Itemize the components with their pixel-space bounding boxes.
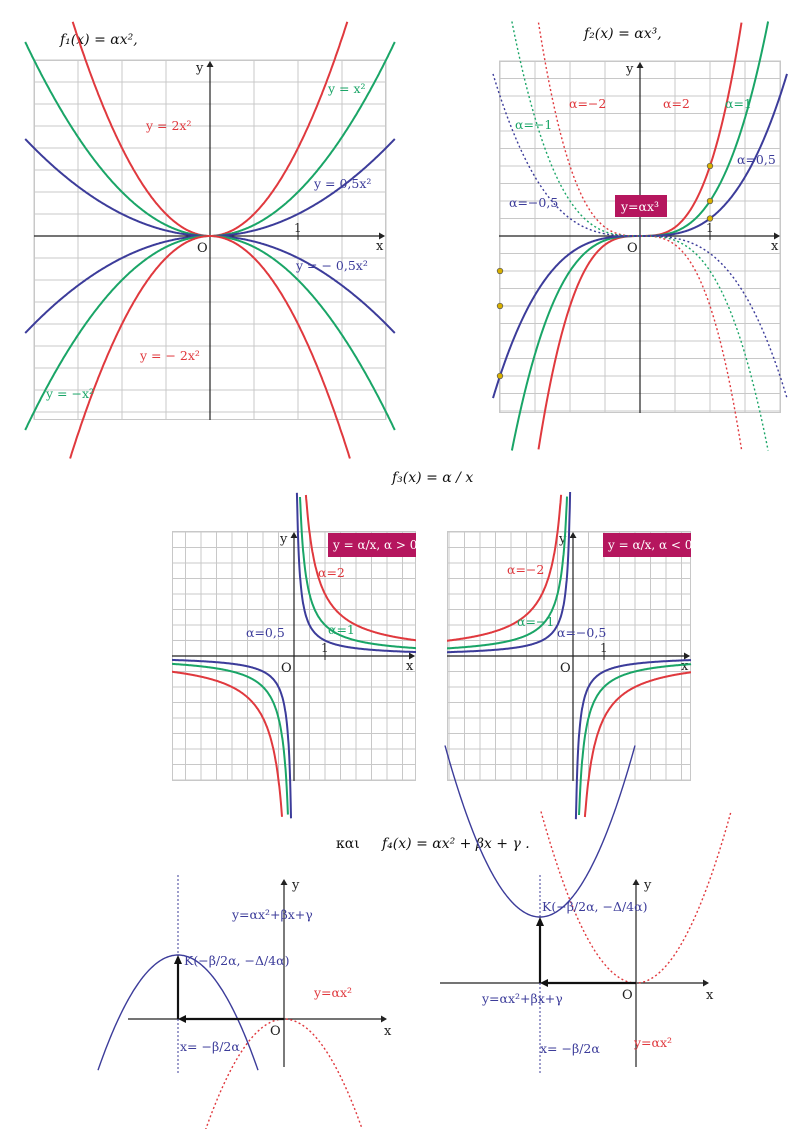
arrow-head	[703, 980, 709, 987]
series-label: α=−2	[507, 562, 545, 577]
vertex-label: K(−β/2α, −Δ/4α)	[542, 899, 648, 914]
curve-red	[172, 672, 282, 817]
reciprocal-positive-axes	[172, 532, 418, 781]
formula-badge-text: y=αx³	[621, 199, 660, 214]
x-axis-label: x	[681, 659, 689, 674]
origin-label: O	[281, 661, 292, 676]
y-axis-label: y	[644, 878, 652, 893]
series-label: y = x²	[328, 81, 366, 96]
formula-f3: f₃(x) = α / x	[392, 470, 474, 486]
formula-f4: f₄(x) = αx² + βx + γ .	[382, 836, 530, 852]
arrow-head	[536, 917, 544, 926]
arrow-head	[381, 1016, 387, 1023]
x-tick-label: 1	[321, 641, 329, 655]
reciprocal-negative-labels	[507, 533, 692, 640]
y-axis-label: y	[280, 532, 288, 547]
series-label: y = − 2x²	[140, 348, 200, 363]
curve-label: y=αx²+βx+γ	[482, 991, 563, 1006]
series-label: α=2	[663, 96, 690, 111]
x-axis-label: x	[771, 239, 779, 254]
cubic-labels	[509, 96, 776, 217]
series-label: α=−1	[517, 614, 555, 629]
series-label: α=−0,5	[509, 195, 559, 210]
origin-label: O	[270, 1024, 281, 1039]
series-label: α=0,5	[737, 152, 776, 167]
x-axis-label: x	[406, 659, 414, 674]
arrow-head	[570, 532, 577, 538]
quadratic-labels	[45, 81, 371, 401]
base-curve-label: y=αx²	[314, 985, 353, 1000]
arrow-head	[281, 879, 288, 885]
data-point	[707, 216, 713, 222]
series-label: y = 0,5x²	[314, 176, 372, 191]
x-axis-label: x	[384, 1024, 392, 1039]
series-label: α=1	[725, 96, 752, 111]
arrow-head	[174, 955, 182, 964]
x-tick-label: 1	[706, 221, 714, 235]
cubic-chart	[499, 61, 781, 413]
series-label: α=−0,5	[557, 625, 607, 640]
origin-label: O	[622, 988, 633, 1003]
y-axis-label: y	[196, 61, 204, 76]
origin-label: O	[560, 661, 571, 676]
curve-label: y=αx²+βx+γ	[232, 907, 313, 922]
vertex-label: K(−β/2α, −Δ/4α)	[184, 953, 290, 968]
x-tick-label: 1	[600, 641, 608, 655]
reciprocal-negative-axes	[447, 532, 693, 781]
formula-f1: f₁(x) = αx²,	[60, 32, 138, 48]
x-axis-label: x	[706, 988, 714, 1003]
series-label: y = − 0,5x²	[296, 258, 368, 273]
series-label: α=1	[328, 622, 355, 637]
arrow-head	[540, 979, 548, 987]
curve-blue	[576, 660, 691, 819]
axis-of-symmetry-label: x= −β/2α	[540, 1041, 600, 1056]
series-label: α=−1	[515, 117, 553, 132]
formula-f2: f₂(x) = αx³,	[584, 26, 662, 42]
series-label: y = 2x²	[146, 118, 192, 133]
general-up-curves	[98, 875, 364, 1129]
y-axis-label: y	[559, 532, 567, 547]
data-point	[707, 198, 713, 204]
origin-label: O	[627, 241, 638, 256]
general-down-labels	[481, 899, 672, 1056]
formula-badge-text: y = α/x, α < 0	[608, 538, 693, 552]
reciprocal-positive-labels	[246, 533, 417, 640]
formula-f4-prefix: και	[336, 836, 360, 852]
general-quadratic-down-chart	[440, 875, 720, 1075]
arrow-head	[178, 1015, 186, 1023]
data-point	[707, 163, 713, 169]
general-quadratic-up-chart	[128, 875, 398, 1075]
y-axis-label: y	[292, 878, 300, 893]
quadratic-axes	[34, 61, 385, 420]
arrow-head	[633, 879, 640, 885]
y-axis-label: y	[626, 62, 634, 77]
origin-label: O	[197, 241, 208, 256]
base-curve-label: y=αx²	[634, 1035, 673, 1050]
axis-of-symmetry-label: x= −β/2α	[180, 1039, 240, 1054]
arrow-head	[637, 62, 644, 68]
reciprocal-negative-chart	[447, 531, 691, 781]
general-up-labels	[180, 907, 352, 1054]
series-label: α=−2	[569, 96, 607, 111]
formula-badge-text: y = α/x, α > 0	[333, 538, 418, 552]
series-label: α=0,5	[246, 625, 285, 640]
series-label: y = −x²	[46, 386, 95, 401]
arrow-head	[291, 532, 298, 538]
reciprocal-positive-chart	[172, 531, 416, 781]
series-label: α=2	[318, 565, 345, 580]
cubic-axes	[499, 62, 780, 413]
data-point	[497, 268, 503, 274]
quadratic-chart	[34, 60, 386, 420]
x-axis-label: x	[376, 239, 384, 254]
x-tick-label: 1	[294, 221, 302, 235]
arrow-head	[207, 61, 214, 67]
data-point	[497, 373, 503, 379]
curve-red	[585, 672, 691, 817]
data-point	[497, 303, 503, 309]
